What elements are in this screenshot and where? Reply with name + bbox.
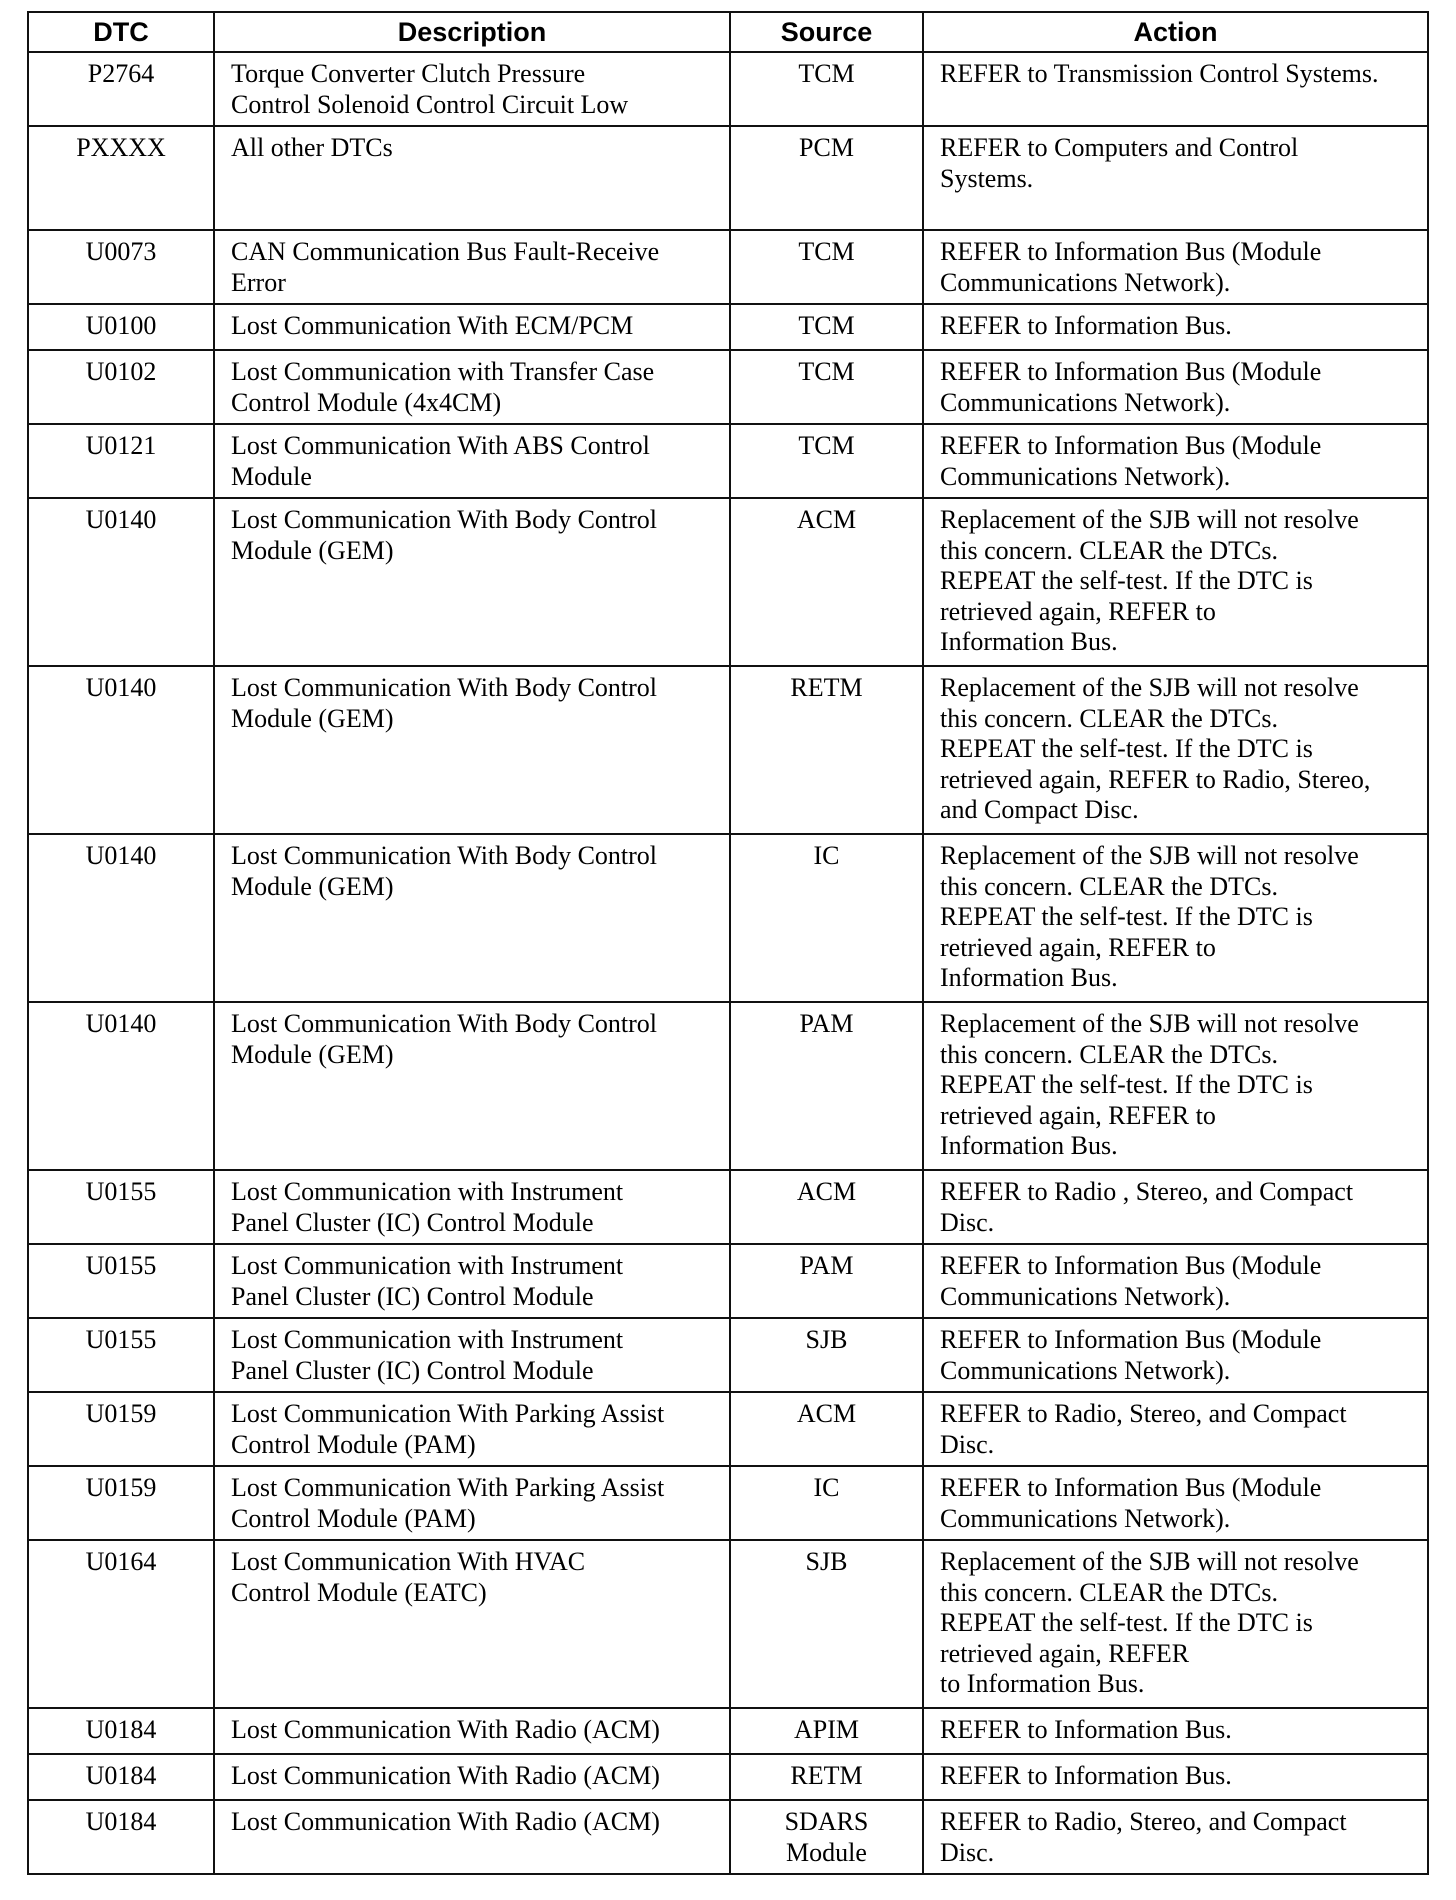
dtc-table: [27, 11, 1429, 1875]
dtc-code: U0184: [28, 1754, 214, 1800]
table-row: [28, 1708, 1428, 1754]
header-source: Source: [730, 12, 923, 52]
dtc-description: Lost Communication With Body Control Module (GEM): [214, 834, 730, 1002]
header-description: Description: [214, 12, 730, 52]
dtc-description: Torque Converter Clutch Pressure Control Solenoid Control Circuit Low: [214, 52, 730, 126]
dtc-source: PAM: [730, 1002, 923, 1170]
dtc-description: Lost Communication With Body Control Module (GEM): [214, 1002, 730, 1170]
dtc-action: Replacement of the SJB will not resolve this concern. CLEAR the DTCs. REPEAT the self-test. If the DTC is retrieved again, REFER to Information Bus.: [923, 834, 1428, 1002]
table-row: [28, 304, 1428, 350]
dtc-description: Lost Communication with Transfer Case Control Module (4x4CM): [214, 350, 730, 424]
dtc-code: U0073: [28, 230, 214, 304]
dtc-description: Lost Communication With HVAC Control Module (EATC): [214, 1540, 730, 1708]
dtc-source: TCM: [730, 304, 923, 350]
dtc-source: RETM: [730, 666, 923, 834]
dtc-description: Lost Communication With Radio (ACM): [214, 1754, 730, 1800]
table-row: [28, 52, 1428, 126]
table-row: [28, 1800, 1428, 1874]
dtc-action: REFER to Information Bus.: [923, 1754, 1428, 1800]
table-row: [28, 1392, 1428, 1466]
dtc-description: Lost Communication With Radio (ACM): [214, 1800, 730, 1874]
dtc-code: P2764: [28, 52, 214, 126]
dtc-description: Lost Communication with Instrument Panel Cluster (IC) Control Module: [214, 1170, 730, 1244]
dtc-code: U0140: [28, 498, 214, 666]
dtc-source: IC: [730, 1466, 923, 1540]
dtc-description: Lost Communication With Body Control Module (GEM): [214, 498, 730, 666]
table-row: [28, 1170, 1428, 1244]
dtc-action: REFER to Information Bus (Module Communications Network).: [923, 1244, 1428, 1318]
dtc-source: SJB: [730, 1318, 923, 1392]
dtc-description: CAN Communication Bus Fault-Receive Error: [214, 230, 730, 304]
dtc-code: U0155: [28, 1244, 214, 1318]
table-row: [28, 230, 1428, 304]
table-row: [28, 126, 1428, 230]
dtc-source: TCM: [730, 424, 923, 498]
dtc-code: U0155: [28, 1318, 214, 1392]
dtc-source: IC: [730, 834, 923, 1002]
dtc-code: U0100: [28, 304, 214, 350]
dtc-code: U0159: [28, 1466, 214, 1540]
dtc-action: REFER to Radio, Stereo, and Compact Disc.: [923, 1392, 1428, 1466]
dtc-description: Lost Communication with Instrument Panel Cluster (IC) Control Module: [214, 1318, 730, 1392]
dtc-action: REFER to Information Bus (Module Communications Network).: [923, 1318, 1428, 1392]
dtc-source: APIM: [730, 1708, 923, 1754]
table-row: [28, 424, 1428, 498]
dtc-action: REFER to Radio, Stereo, and Compact Disc.: [923, 1800, 1428, 1874]
dtc-action: REFER to Transmission Control Systems.: [923, 52, 1428, 126]
dtc-action: REFER to Computers and Control Systems.: [923, 126, 1428, 230]
dtc-code: U0140: [28, 1002, 214, 1170]
dtc-action: REFER to Information Bus (Module Communications Network).: [923, 424, 1428, 498]
table-row: [28, 1318, 1428, 1392]
table-row: [28, 1002, 1428, 1170]
dtc-code: U0102: [28, 350, 214, 424]
table-row: [28, 1466, 1428, 1540]
table-row: [28, 498, 1428, 666]
dtc-code: U0164: [28, 1540, 214, 1708]
dtc-description: Lost Communication With Parking Assist Control Module (PAM): [214, 1392, 730, 1466]
table-row: [28, 834, 1428, 1002]
dtc-action: Replacement of the SJB will not resolve this concern. CLEAR the DTCs. REPEAT the self-test. If the DTC is retrieved again, REFER to Information Bus.: [923, 498, 1428, 666]
dtc-code: U0184: [28, 1800, 214, 1874]
table-row: [28, 350, 1428, 424]
dtc-action: Replacement of the SJB will not resolve this concern. CLEAR the DTCs. REPEAT the self-test. If the DTC is retrieved again, REFER to Information Bus.: [923, 1540, 1428, 1708]
table-row: [28, 1244, 1428, 1318]
dtc-code: U0140: [28, 834, 214, 1002]
dtc-source: TCM: [730, 230, 923, 304]
dtc-action: REFER to Radio , Stereo, and Compact Disc.: [923, 1170, 1428, 1244]
dtc-action: REFER to Information Bus.: [923, 304, 1428, 350]
dtc-description: Lost Communication with Instrument Panel Cluster (IC) Control Module: [214, 1244, 730, 1318]
dtc-action: REFER to Information Bus (Module Communications Network).: [923, 350, 1428, 424]
dtc-action: REFER to Information Bus.: [923, 1708, 1428, 1754]
dtc-source: ACM: [730, 1170, 923, 1244]
header-action: Action: [923, 12, 1428, 52]
dtc-code: U0155: [28, 1170, 214, 1244]
dtc-source: SDARS Module: [730, 1800, 923, 1874]
dtc-source: SJB: [730, 1540, 923, 1708]
dtc-source: PCM: [730, 126, 923, 230]
table-row: [28, 1540, 1428, 1708]
dtc-description: Lost Communication With ECM/PCM: [214, 304, 730, 350]
dtc-description: Lost Communication With Body Control Module (GEM): [214, 666, 730, 834]
dtc-code: U0121: [28, 424, 214, 498]
dtc-source: TCM: [730, 52, 923, 126]
dtc-source: ACM: [730, 498, 923, 666]
dtc-description: Lost Communication With Parking Assist Control Module (PAM): [214, 1466, 730, 1540]
header-dtc: DTC: [28, 12, 214, 52]
dtc-description: All other DTCs: [214, 126, 730, 230]
dtc-code: U0184: [28, 1708, 214, 1754]
dtc-description: Lost Communication With Radio (ACM): [214, 1708, 730, 1754]
dtc-action: REFER to Information Bus (Module Communications Network).: [923, 1466, 1428, 1540]
dtc-source: PAM: [730, 1244, 923, 1318]
table-header-row: [28, 12, 1428, 52]
dtc-code: PXXXX: [28, 126, 214, 230]
dtc-action: Replacement of the SJB will not resolve this concern. CLEAR the DTCs. REPEAT the self-test. If the DTC is retrieved again, REFER to Radio, Stereo, and Compact Disc.: [923, 666, 1428, 834]
dtc-action: REFER to Information Bus (Module Communications Network).: [923, 230, 1428, 304]
dtc-table-container: [27, 11, 1427, 1875]
dtc-source: RETM: [730, 1754, 923, 1800]
dtc-source: TCM: [730, 350, 923, 424]
table-row: [28, 1754, 1428, 1800]
dtc-code: U0140: [28, 666, 214, 834]
dtc-code: U0159: [28, 1392, 214, 1466]
table-row: [28, 666, 1428, 834]
dtc-action: Replacement of the SJB will not resolve this concern. CLEAR the DTCs. REPEAT the self-test. If the DTC is retrieved again, REFER to Information Bus.: [923, 1002, 1428, 1170]
dtc-description: Lost Communication With ABS Control Module: [214, 424, 730, 498]
table-body: [28, 52, 1428, 1874]
dtc-source: ACM: [730, 1392, 923, 1466]
